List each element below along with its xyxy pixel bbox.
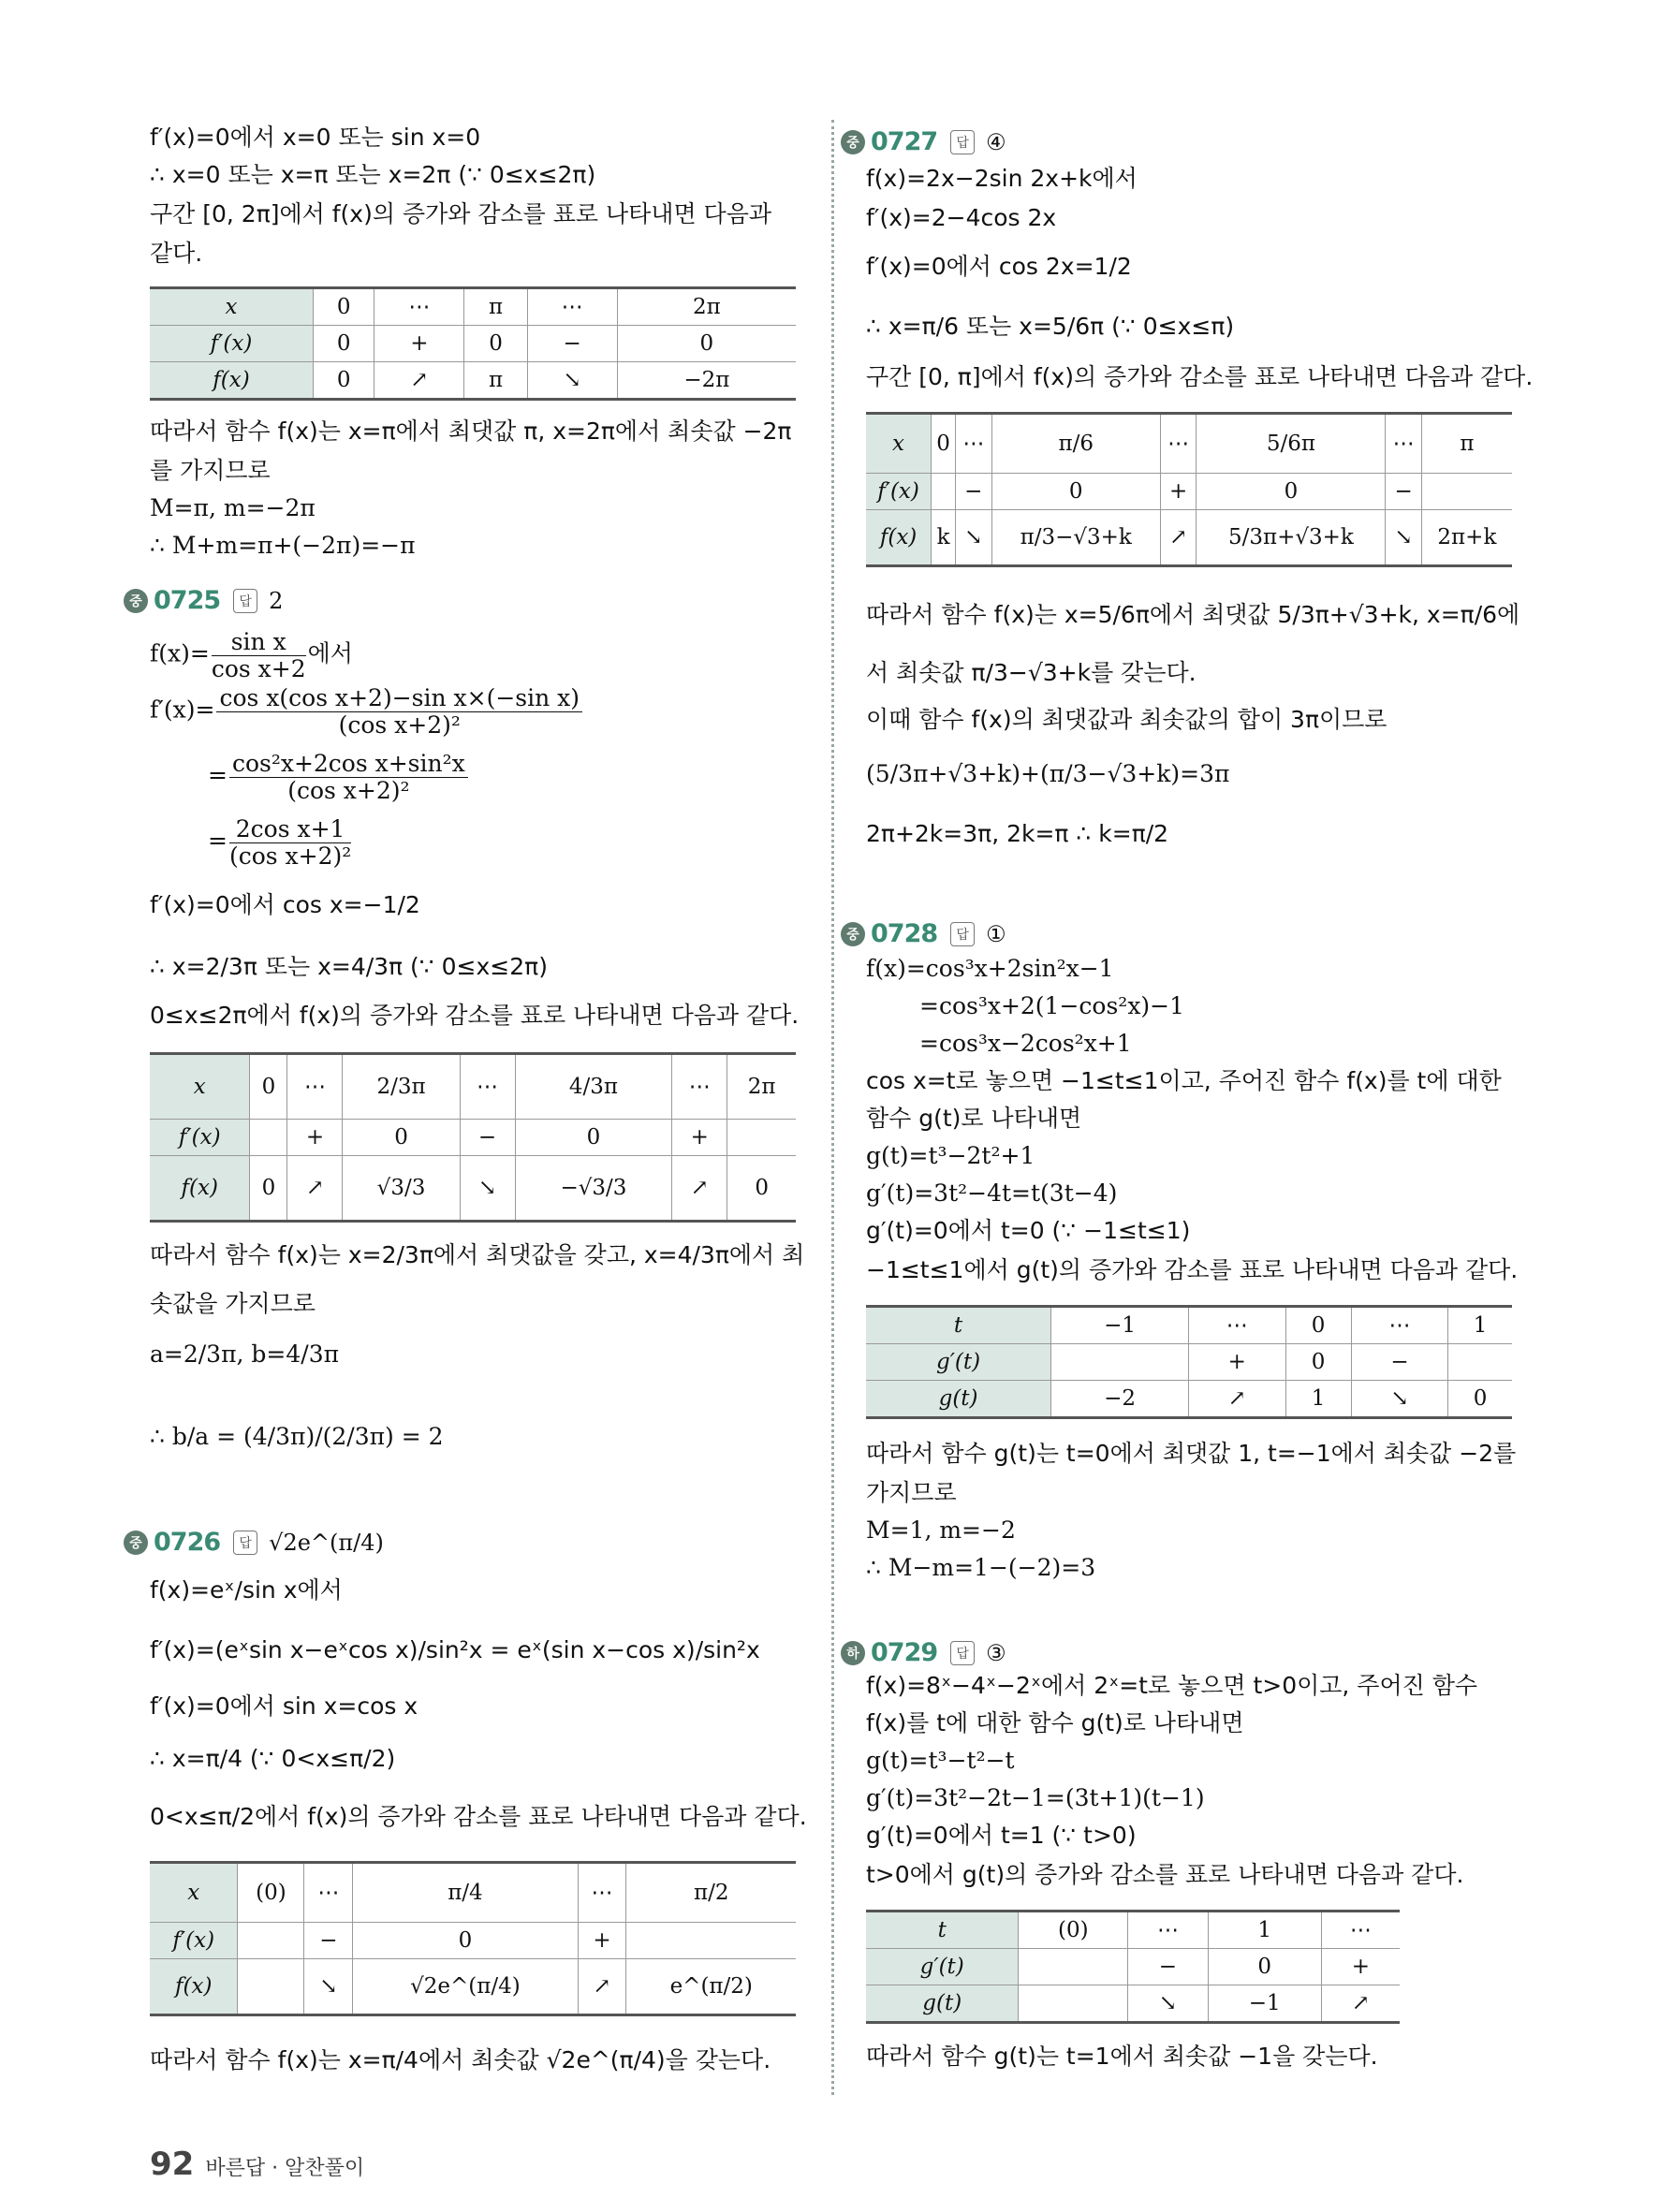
table-cell: [1019, 1949, 1128, 1985]
text-line: 0<x≤π/2에서 f(x)의 증가와 감소를 표로 나타내면 다음과 같다.: [150, 1803, 807, 1830]
table-cell: 0: [314, 326, 374, 362]
text-line: (5/3π+√3+k)+(π/3−√3+k)=3π: [866, 760, 1230, 787]
problem-header-0729: [841, 1638, 1006, 1667]
table-cell: k: [932, 510, 956, 566]
table-cell: +: [672, 1120, 727, 1156]
table-cell: ↘: [527, 362, 617, 400]
text-line: 이때 함수 f(x)의 최댓값과 최솟값의 합이 3π이므로: [866, 706, 1387, 733]
table-cell: ↘: [1386, 510, 1421, 566]
text-line: f′(x)=(eˣsin x−eˣcos x)/sin²x = eˣ(sin x−cos x)/sin²x: [150, 1636, 760, 1663]
table-cell: 0: [353, 1923, 578, 1959]
text-line: t>0에서 g(t)의 증가와 감소를 표로 나타내면 다음과 같다.: [866, 1861, 1464, 1888]
table-cell: 5/6π: [1197, 414, 1386, 474]
text-line: f(x)=8ˣ−4ˣ−2ˣ에서 2ˣ=t로 놓으면 t>0이고, 주어진 함수: [866, 1672, 1477, 1699]
text-line: f′(x)=0에서 sin x=cos x: [150, 1692, 418, 1720]
table-row: [150, 362, 796, 400]
text-line: g′(t)=3t²−2t−1=(3t+1)(t−1): [866, 1784, 1205, 1811]
table-cell: 0: [1208, 1949, 1321, 1985]
difficulty-badge: 중: [841, 922, 865, 946]
table-cell: ⋯: [527, 288, 617, 326]
row-header-cell: f′(x): [150, 326, 314, 362]
table-cell: 0: [1285, 1307, 1351, 1344]
problem-header-0727: [841, 127, 1006, 156]
table-cell: −: [527, 326, 617, 362]
table-cell: ↗: [287, 1156, 343, 1222]
table-row: [150, 1120, 796, 1156]
table-cell: 0: [250, 1054, 287, 1120]
variation-table: [866, 1910, 1400, 2024]
page-footer: [150, 2146, 364, 2183]
table-cell: +: [1189, 1344, 1286, 1381]
table-cell: 0: [991, 474, 1160, 510]
answer-mark: 답: [950, 922, 975, 946]
text-line: g(t)=t³−2t²+1: [866, 1142, 1035, 1169]
table-cell: ↗: [672, 1156, 727, 1222]
problem-number: 0725: [154, 586, 221, 615]
table-cell: ⋯: [1351, 1307, 1448, 1344]
text-line: g(t)=t³−t²−t: [866, 1747, 1015, 1774]
table-cell: 0: [1448, 1381, 1512, 1418]
text-line: ∴ x=2/3π 또는 x=4/3π (∵ 0≤x≤2π): [150, 953, 548, 980]
answer-mark: 답: [950, 130, 975, 154]
answer-mark: 답: [233, 1531, 257, 1555]
text-line: f′(x)=0에서 cos x=−1/2: [150, 891, 420, 918]
text-line: =cos³x−2cos²x+1: [919, 1030, 1132, 1057]
table-cell: π/2: [626, 1863, 796, 1923]
problem-number: 0726: [154, 1528, 221, 1557]
table-cell: 0: [1285, 1344, 1351, 1381]
table-cell: −: [1386, 474, 1421, 510]
text-line: =cos³x+2(1−cos²x)−1: [919, 992, 1185, 1019]
table-cell: −: [460, 1120, 515, 1156]
table-cell: −2π: [617, 362, 796, 400]
text-line: −1≤t≤1에서 g(t)의 증가와 감소를 표로 나타내면 다음과 같다.: [866, 1256, 1519, 1283]
text-line: 따라서 함수 f(x)는 x=5/6π에서 최댓값 5/3π+√3+k, x=π/6에: [866, 601, 1520, 628]
table-cell: π: [1421, 414, 1512, 474]
table-cell: −1: [1208, 1985, 1321, 2023]
variation-table: [150, 286, 796, 401]
text-line: 2π+2k=3π, 2k=π ∴ k=π/2: [866, 820, 1169, 847]
table-cell: ⋯: [672, 1054, 727, 1120]
book-title: 바른답 · 알찬풀이: [205, 2157, 365, 2180]
text-line: ∴ x=π/6 또는 x=5/6π (∵ 0≤x≤π): [866, 313, 1235, 340]
difficulty-badge: 중: [124, 1531, 148, 1555]
table-row: [866, 1912, 1400, 1949]
row-header-cell: x: [866, 414, 932, 474]
text-line: 솟값을 가지므로: [150, 1290, 316, 1317]
table-cell: 4/3π: [515, 1054, 672, 1120]
table-cell: ↘: [304, 1959, 353, 2015]
table-cell: −: [956, 474, 991, 510]
table-cell: +: [1321, 1949, 1400, 1985]
table-cell: +: [578, 1923, 626, 1959]
text-line: f(x)를 t에 대한 함수 g(t)로 나타내면: [866, 1709, 1244, 1736]
row-header-cell: g(t): [866, 1985, 1019, 2023]
difficulty-badge: 중: [841, 130, 865, 154]
table-row: [866, 1344, 1512, 1381]
table-cell: ↘: [1128, 1985, 1208, 2023]
text-line: ∴ x=π/4 (∵ 0<x≤π/2): [150, 1745, 396, 1772]
table-row: [866, 510, 1512, 566]
row-header-cell: g′(t): [866, 1344, 1051, 1381]
table-cell: 0: [1197, 474, 1386, 510]
text-line: 따라서 함수 g(t)는 t=0에서 최댓값 1, t=−1에서 최솟값 −2를: [866, 1440, 1517, 1467]
table-cell: π/6: [991, 414, 1160, 474]
table-cell: [626, 1923, 796, 1959]
row-header-cell: f′(x): [150, 1923, 238, 1959]
answer-value: √2e^(π/4): [269, 1529, 384, 1556]
text-line: g′(t)=0에서 t=1 (∵ t>0): [866, 1822, 1137, 1849]
table-cell: ⋯: [1128, 1912, 1208, 1949]
row-header-cell: g(t): [866, 1381, 1051, 1418]
problem-number: 0727: [871, 127, 938, 156]
text-line: 따라서 함수 f(x)는 x=π/4에서 최솟값 √2e^(π/4)을 갖는다.: [150, 2046, 771, 2073]
table-cell: 0: [314, 288, 374, 326]
table-cell: 0: [727, 1156, 796, 1222]
table-row: [150, 1156, 796, 1222]
table-cell: 2π: [727, 1054, 796, 1120]
answer-mark: 답: [233, 589, 257, 613]
table-cell: ⋯: [1386, 414, 1421, 474]
table-cell: [1448, 1344, 1512, 1381]
table-cell: 0: [932, 414, 956, 474]
table-cell: ↗: [578, 1959, 626, 2015]
row-header-cell: g′(t): [866, 1949, 1019, 1985]
formula-line: = $\frac{\text{2cos x+1}}{\text{(cos x+2)²}}$: [208, 815, 352, 870]
text-line: ∴ x=0 또는 x=π 또는 x=2π (∵ 0≤x≤2π): [150, 161, 596, 188]
table-row: [150, 1863, 796, 1923]
text-line: 따라서 함수 f(x)는 x=2/3π에서 최댓값을 갖고, x=4/3π에서 최: [150, 1241, 805, 1268]
table-cell: 2π+k: [1421, 510, 1512, 566]
answer-value: ④: [986, 128, 1006, 155]
table-cell: √2e^(π/4): [353, 1959, 578, 2015]
table-cell: +: [1160, 474, 1196, 510]
table-cell: +: [287, 1120, 343, 1156]
text-line: f′(x)=0에서 cos 2x=1/2: [866, 253, 1132, 280]
table-cell: 0: [314, 362, 374, 400]
table-cell: ⋯: [1160, 414, 1196, 474]
table-cell: 0: [343, 1120, 460, 1156]
row-header-cell: f(x): [150, 1959, 238, 2015]
table-cell: ⋯: [304, 1863, 353, 1923]
table-row: [866, 1949, 1400, 1985]
table-cell: [727, 1120, 796, 1156]
table-cell: [1019, 1985, 1128, 2023]
formula-line: = $\frac{\text{cos²x+2cos x+sin²x}}{\text{(cos x+2)²}}$: [208, 751, 470, 803]
problem-number: 0729: [871, 1638, 938, 1667]
variation-table: [866, 412, 1512, 567]
table-cell: ↗: [1160, 510, 1196, 566]
answer-value: 2: [269, 587, 284, 614]
table-cell: ↘: [956, 510, 991, 566]
text-line: 구간 [0, π]에서 f(x)의 증가와 감소를 표로 나타내면 다음과 같다.: [866, 363, 1534, 390]
table-cell: −1: [1051, 1307, 1189, 1344]
difficulty-badge: 중: [124, 589, 148, 613]
table-cell: 0: [515, 1120, 672, 1156]
table-row: [150, 288, 796, 326]
table-cell: π: [464, 288, 527, 326]
variation-table: [150, 1052, 796, 1223]
table-cell: (0): [1019, 1912, 1128, 1949]
text-line: ∴ b/a = (4/3π)/(2/3π) = 2: [150, 1423, 444, 1450]
table-cell: √3/3: [343, 1156, 460, 1222]
answer-mark: 답: [950, 1641, 975, 1665]
table-cell: ↗: [1189, 1381, 1286, 1418]
row-header-cell: f′(x): [866, 474, 932, 510]
row-header-cell: f(x): [866, 510, 932, 566]
variation-table: [150, 1861, 796, 2016]
text-line: f(x)=2x−2sin 2x+k에서: [866, 165, 1138, 192]
table-cell: [1421, 474, 1512, 510]
table-cell: ⋯: [578, 1863, 626, 1923]
table-cell: ⋯: [1189, 1307, 1286, 1344]
table-cell: ↗: [374, 362, 464, 400]
table-cell: −: [1351, 1344, 1448, 1381]
answer-value: ③: [986, 1639, 1006, 1666]
page-number: 92: [150, 2146, 195, 2183]
table-row: [150, 1054, 796, 1120]
table-cell: 0: [250, 1156, 287, 1222]
variation-table: [866, 1305, 1512, 1419]
row-header-cell: x: [150, 288, 314, 326]
row-header-cell: f(x): [150, 1156, 250, 1222]
table-row: [150, 1923, 796, 1959]
column-divider: [831, 120, 834, 2095]
table-cell: 2π: [617, 288, 796, 326]
problem-number: 0728: [871, 919, 938, 948]
table-cell: −: [1128, 1949, 1208, 1985]
problem-header-0728: [841, 919, 1006, 948]
text-line: 서 최솟값 π/3−√3+k를 갖는다.: [866, 659, 1197, 686]
table-cell: 1: [1208, 1912, 1321, 1949]
table-cell: ↘: [460, 1156, 515, 1222]
table-cell: [238, 1923, 304, 1959]
table-row: [150, 1959, 796, 2015]
row-header-cell: f(x): [150, 362, 314, 400]
problem-header-0726: [124, 1528, 384, 1557]
text-line: f′(x)=0에서 x=0 또는 sin x=0: [150, 124, 481, 151]
table-cell: +: [374, 326, 464, 362]
table-cell: [250, 1120, 287, 1156]
answer-value: ①: [986, 920, 1006, 947]
row-header-cell: t: [866, 1912, 1019, 1949]
text-line: 따라서 함수 g(t)는 t=1에서 최솟값 −1을 갖는다.: [866, 2043, 1378, 2070]
table-cell: 0: [617, 326, 796, 362]
formula-line: f(x)= $\frac{\text{sin x}}{\text{cos x+2}}$ 에서: [150, 628, 353, 682]
row-header-cell: x: [150, 1863, 238, 1923]
table-row: [866, 1985, 1400, 2023]
text-line: f(x)=cos³x+2sin²x−1: [866, 955, 1114, 982]
text-line: ∴ M+m=π+(−2π)=−π: [150, 532, 416, 559]
text-line: M=1, m=−2: [866, 1516, 1016, 1544]
text-line: 함수 g(t)로 나타내면: [866, 1105, 1082, 1132]
table-cell: 2/3π: [343, 1054, 460, 1120]
text-line: ∴ M−m=1−(−2)=3: [866, 1554, 1096, 1581]
text-line: 따라서 함수 f(x)는 x=π에서 최댓값 π, x=2π에서 최솟값 −2π: [150, 417, 792, 445]
difficulty-badge: 하: [841, 1641, 865, 1665]
table-cell: [1051, 1344, 1189, 1381]
problem-header-0725: [124, 586, 283, 615]
table-cell: 1: [1448, 1307, 1512, 1344]
table-cell: ⋯: [1321, 1912, 1400, 1949]
table-cell: ⋯: [287, 1054, 343, 1120]
table-cell: 0: [464, 326, 527, 362]
table-cell: 1: [1285, 1381, 1351, 1418]
text-line: g′(t)=3t²−4t=t(3t−4): [866, 1179, 1118, 1207]
table-cell: ⋯: [460, 1054, 515, 1120]
text-line: g′(t)=0에서 t=0 (∵ −1≤t≤1): [866, 1217, 1191, 1244]
table-cell: π: [464, 362, 527, 400]
text-line: cos x=t로 놓으면 −1≤t≤1이고, 주어진 함수 f(x)를 t에 대한: [866, 1067, 1502, 1094]
table-cell: −: [304, 1923, 353, 1959]
table-cell: ↗: [1321, 1985, 1400, 2023]
text-line: 구간 [0, 2π]에서 f(x)의 증가와 감소를 표로 나타내면 다음과: [150, 200, 771, 227]
text-line: 같다.: [150, 240, 203, 267]
table-cell: −2: [1051, 1381, 1189, 1418]
table-cell: ↘: [1351, 1381, 1448, 1418]
table-row: [866, 474, 1512, 510]
table-cell: π/3−√3+k: [991, 510, 1160, 566]
text-line: f(x)=eˣ/sin x에서: [150, 1576, 343, 1604]
text-line: 0≤x≤2π에서 f(x)의 증가와 감소를 표로 나타내면 다음과 같다.: [150, 1002, 800, 1029]
table-cell: [238, 1959, 304, 2015]
text-line: M=π, m=−2π: [150, 494, 316, 521]
text-line: a=2/3π, b=4/3π: [150, 1340, 340, 1368]
table-row: [866, 1381, 1512, 1418]
table-row: [866, 414, 1512, 474]
table-cell: 5/3π+√3+k: [1197, 510, 1386, 566]
table-cell: e^(π/2): [626, 1959, 796, 2015]
row-header-cell: x: [150, 1054, 250, 1120]
table-cell: (0): [238, 1863, 304, 1923]
table-row: [150, 326, 796, 362]
text-line: 가지므로: [866, 1479, 957, 1506]
text-line: 를 가지므로: [150, 457, 271, 484]
formula-line: f′(x)= $\frac{\text{cos x(cos x+2)−sin x×(−sin x)}}{\text{(cos x+2)²}}$: [150, 685, 584, 738]
table-cell: [932, 474, 956, 510]
table-cell: −√3/3: [515, 1156, 672, 1222]
table-cell: ⋯: [956, 414, 991, 474]
text-line: f′(x)=2−4cos 2x: [866, 204, 1057, 231]
table-row: [866, 1307, 1512, 1344]
table-cell: π/4: [353, 1863, 578, 1923]
table-cell: ⋯: [374, 288, 464, 326]
row-header-cell: f′(x): [150, 1120, 250, 1156]
row-header-cell: t: [866, 1307, 1051, 1344]
